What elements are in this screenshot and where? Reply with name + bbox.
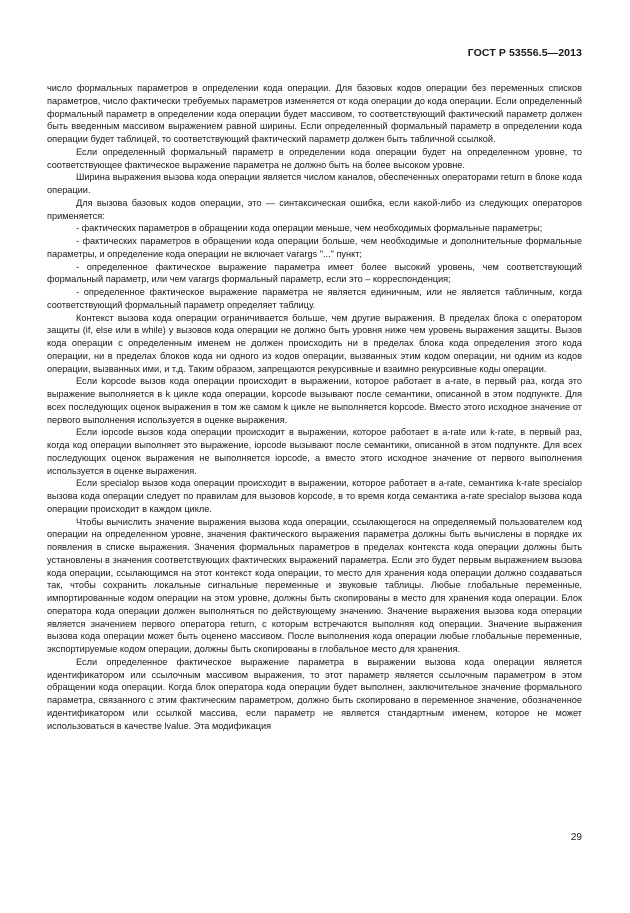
list-item-fewer-params: - фактических параметров в обращении кода операции меньше, чем необходимых формальные параметры; [76, 223, 543, 234]
paragraph-call-width: Ширина выражения вызова кода операции является числом каналов, обеспеченных операторами return в блоке кода операции. [47, 172, 582, 195]
paragraph-reference-parameters: Если определенное фактическое выражение параметра в выражении вызова кода операции является идентификатором или ссылочным массивом выражения, то этот параметр является ссылочным параметром в этом обращении кода операции. Когда блок оператора кода операции будет выполнен, заключительное значение формального параметра, связанного с этим фактическим параметром, должно быть скопировано в переменное значение, обозначенное идентификатором или ссылкой массива, если параметр не является стандартным именем, которое не может использоваться в качестве lvalue. Эта модификация [47, 656, 582, 731]
paragraph-evaluation: Чтобы вычислить значение выражения вызова кода операции, ссылающегося на определяемый пользователем код операции на определенном уровне, значения фактического выражения параметра должны быть вычислены в порядке их появления в списке выражения. Значения формальных параметров в пределах контекста кода операции должны быть установлены в значения соответствующих фактических выражений параметра. Если это будет первым выражением вызова кода операции, ссылающимся на этот контекст кода операции, то место для хранения кода операции должно создаваться так, чтобы сохранить локальные сигнальные переменные и звуковые таблицы. Любые глобальные переменные, импортированные кодом операции на этом уровне, должны быть скопированы в место для хранения кода операции. Блок оператора кода операции должен выполняться по действующему значению. Значение выражения вызова кода операции является значением первого оператора return, с которым встречаются выполняя код операции. Значение выражения вызова кода операции может быть оценено массивом. После выполнения кода операции любые глобальные переменные, экспортируемые кодом операции, должны быть скопированы в глобальное место для хранения. [47, 516, 582, 654]
paragraph-syntax-error-intro: Для вызова базовых кодов операции, это — синтаксическая ошибка, если какой-либо из следующих операторов применяется: [47, 197, 582, 221]
paragraph-kopcode: Если kopcode вызов кода операции происходит в выражении, которое работает в a-rate, в первый раз, когда это выражение выполняется в k цикле кода операции, kopcode вызывают после семантики, описанной в этом подпункте. Для всех последующих оценок выражения в том же самом k цикле не выполняется kopcode. Вместо этого исходное значение от первого выполнения используется в оценке выражения. [47, 376, 582, 425]
paragraph-call-context: Контекст вызова кода операции ограничивается больше, чем другие выражения. В пределах блока с оператором защиты (if, else или в while) у вызовов кода операции не должно быть уровня ниже чем уровень выражения защиты. Вызов кода операции с определенным именем не должен происходить ни в пределах блока кода определения этого кода операции, ни в пределах блоков кода ни одного из кодов операции, вызванных этим кодом операции, ни одним из кодов операции, вызванных ими, и т.д. Таким образом, запрещаются рекурсивные и взаимно рекурсивные коды операции. [47, 312, 582, 374]
list-item-more-params: - фактических параметров в обращении кода операции больше, чем необходимые и дополнительные формальные параметры, и определение кода операции не включает varargs "..." пункт; [47, 236, 582, 259]
list-item-higher-rate: - определенное фактическое выражение параметра имеет более высокий уровень, чем соответствующий формальный параметр, или чем varargs формальный параметр, если это – корреспонденция; [47, 261, 582, 285]
paragraph-parameter-level: Если определенный формальный параметр в определении кода операции будет на определенном уровне, то соответствующее фактическое выражение параметра не должно быть на более высоком уровне. [47, 146, 582, 170]
paragraph-iopcode: Если iopcode вызов кода операции происходит в выражении, которое работает в a-rate или k-rate, в первый раз, когда код операции выполняет это выражение, iopcode вызывают после семантики, описанной в этом подпункте. Для всех последующих оценок выражения не выполняется iopcode, а вместо этого исходное значение от первого выполнения используется в оценке выражения. [47, 427, 582, 476]
body-text [47, 82, 582, 732]
paragraph-specialop: Если specialop вызов кода операции происходит в выражении, которое работает в a-rate, семантика k-rate specialop вызова кода операции следует по правилам для вызовов kopcode, в то время когда семантика a-rate specialop вызова кода операции происходит в каждом цикле. [47, 478, 582, 514]
paragraph-formal-parameters: число формальных параметров в определении кода операции. Для базовых кодов операции без переменных списков параметров, число фактически требуемых параметров изменяется от кода операции до кода операции. Если определенный формальный параметр в определении кода операции будет массивом, то соответствующий фактический параметр должен быть введенным массивом выражением равной ширины. Если определенный формальный параметр в определении кода операции будет таблицей, то соответствующий фактический параметр должен быть табличной ссылкой. [47, 83, 582, 144]
standard-header: ГОСТ Р 53556.5—2013 [467, 47, 582, 59]
page-number: 29 [570, 832, 582, 843]
list-item-not-table: - определенное фактическое выражение параметра не является единичным, или не является табличным, когда соответствующий формальный параметр определяет таблицу. [47, 287, 582, 310]
